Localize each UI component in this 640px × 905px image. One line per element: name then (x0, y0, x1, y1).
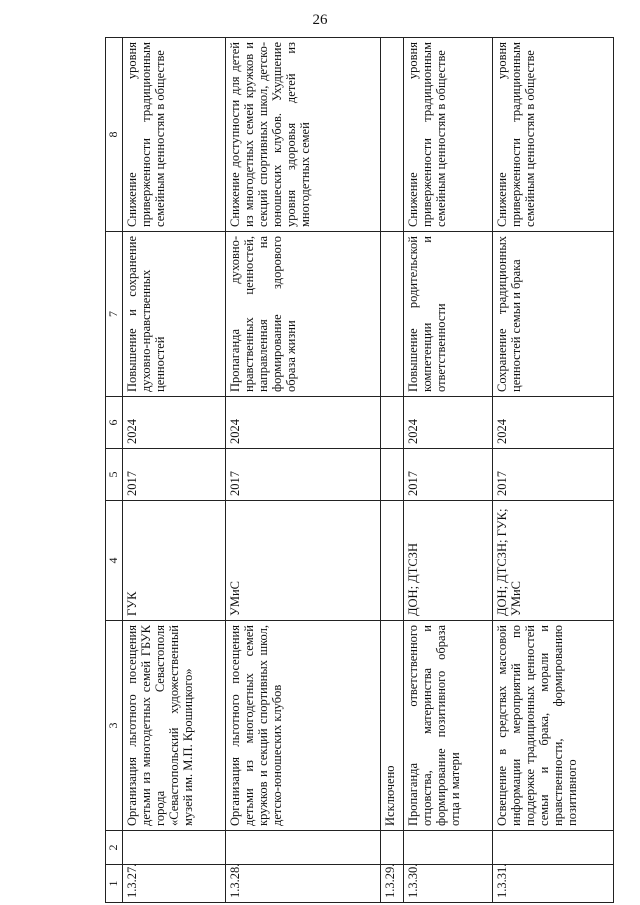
row-number: 1.3.27. (123, 865, 226, 903)
expected-result: Повышение и сохранение духовно-нравственных ценностей (123, 232, 226, 397)
start-year: 2017 (123, 449, 226, 501)
risk-text: Снижение доступности для детей из многодетных семей кружков и секций спортивных школ, детско-юношеских клубов. Ухудшение уровня здоровья детей из многодетных семей (226, 38, 381, 232)
expected-result: Сохранение традиционных ценностей семьи и брака (493, 232, 614, 397)
expected-result: Повышение родительской компетенции и ответственности (404, 232, 493, 397)
row-col-2 (404, 831, 493, 865)
measure-text: Пропаганда ответственного отцовства, материнства и формирование позитивного образа отца и матери (404, 621, 493, 831)
table-row (493, 38, 614, 903)
rotated-table-wrapper (105, 38, 610, 903)
row-number: 1.3.31. (493, 865, 614, 903)
executor: ДОН; ДТСЗН; ГУК; УМиС (493, 501, 614, 621)
row-number: 1.3.28. (226, 865, 381, 903)
row-number: 1.3.29. (381, 865, 404, 903)
measures-table (105, 37, 614, 903)
start-year: 2017 (226, 449, 381, 501)
header-col-6: 6 (106, 397, 123, 449)
executor: УМиС (226, 501, 381, 621)
end-year: 2024 (493, 397, 614, 449)
executor: ДОН; ДТСЗН (404, 501, 493, 621)
expected-result: Пропаганда духовно-нравственных ценностей, направленная на формирование здорового образа жизни (226, 232, 381, 397)
header-col-3: 3 (106, 621, 123, 831)
end-year: 2024 (123, 397, 226, 449)
measure-text: Исключено (381, 621, 404, 831)
end-year: 2024 (226, 397, 381, 449)
end-year: 2024 (404, 397, 493, 449)
executor (381, 501, 404, 621)
risk-text: Снижение уровня приверженности традиционным семейным ценностям в обществе (493, 38, 614, 232)
header-col-1: 1 (106, 865, 123, 903)
header-col-2: 2 (106, 831, 123, 865)
start-year: 2017 (493, 449, 614, 501)
measure-text: Организация льготного посещения детьми из многодетных семей ГБУК города Севастополя «Севастопольский художественный музей им. М.П. Крошицкого» (123, 621, 226, 831)
header-row (106, 38, 123, 903)
page-number: 26 (312, 12, 328, 28)
header-col-8: 8 (106, 38, 123, 232)
table-row (404, 38, 493, 903)
measure-text: Организация льготного посещения детьми из многодетных семей кружков и секций спортивных школ, детско-юношеских клубов (226, 621, 381, 831)
risk-text (381, 38, 404, 232)
risk-text: Снижение уровня приверженности традиционным семейным ценностям в обществе (404, 38, 493, 232)
expected-result (381, 232, 404, 397)
start-year: 2017 (404, 449, 493, 501)
row-col-2 (493, 831, 614, 865)
header-col-4: 4 (106, 501, 123, 621)
row-col-2 (381, 831, 404, 865)
end-year (381, 397, 404, 449)
table-row (123, 38, 226, 903)
table-row (226, 38, 381, 903)
row-col-2 (226, 831, 381, 865)
measure-text: Освещение в средствах массовой информации мероприятий по поддержке традиционных ценностей семьи и брака, морали и нравственности, формированию позитивного (493, 621, 614, 831)
row-col-2 (123, 831, 226, 865)
risk-text: Снижение уровня приверженности традиционным семейным ценностям в обществе (123, 38, 226, 232)
header-col-5: 5 (106, 449, 123, 501)
table-row (381, 38, 404, 903)
start-year (381, 449, 404, 501)
executor: ГУК (123, 501, 226, 621)
header-col-7: 7 (106, 232, 123, 397)
row-number: 1.3.30. (404, 865, 493, 903)
